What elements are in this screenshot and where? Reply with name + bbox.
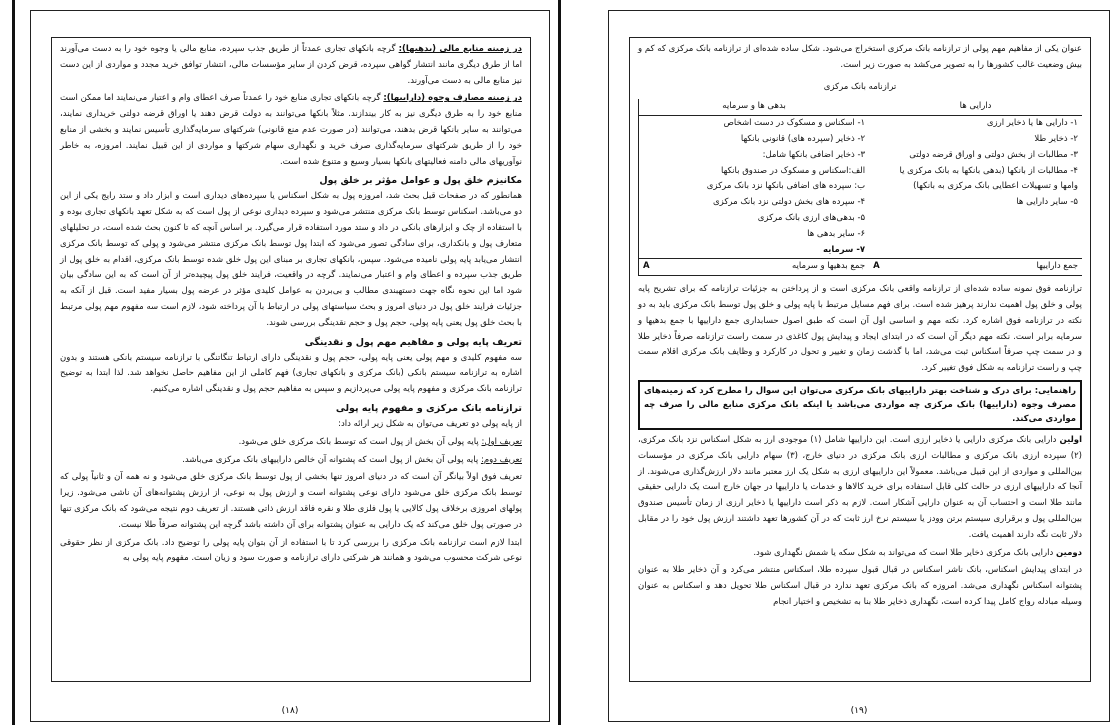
definition-explanation-paragraph: تعریف فوق اولاً بیانگر آن است که در دنیای امروز تنها بخشی از پول توسط بانک مرکزی خلق می‌شود و نه همه آن و ثانیاً پولی که توسط بانک مرکزی خلق می‌شود دارای نوعی پشتوانه است و ارزش پول به نوعی، از ارزش پشتوانه‌های آن ناشی می‌شود. زیرا پولهای امروزی برخلاف پول کالایی یا پول فلزی طلا و نقره فاقد ارزش ذاتی هستند. از تعریف دوم نتیجه می‌شود که بانک مرکزی تنها در صورتی پول خلق می‌کند که یک دارایی به عنوان پشتوانه برای آن داشته باشد گرچه این پشتوانه صرفاً طلا نیست. xyxy=(60,472,522,530)
total-assets-value: A xyxy=(873,261,880,272)
asset-item: ۱- دارایی ها یا ذخایر ارزی xyxy=(986,118,1078,129)
total-liabilities-row xyxy=(639,259,870,276)
money-creation-heading: مکانیزم خلق پول و عوامل مؤثر بر خلق پول xyxy=(319,175,522,187)
definitions-intro: از پایه پولی دو تعریف می‌توان به شکل زیر ارائه داد: xyxy=(338,418,522,429)
asset-item: ۵- سایر دارایی ها xyxy=(1016,197,1078,208)
guidance-callout-box: راهنمایی: برای درک و شناخت بهتر داراییهای بانک مرکزی می‌توان این سوال را مطرح کرد که زمینه‌های مصرف وجوه (داراییها) بانک مرکزی چه مواردی می‌باشد یا اینکه بانک مرکزی منابع مالی را صرف چه مواردی می‌کند. xyxy=(638,380,1082,430)
uses-of-funds-text: گرچه بانکهای تجاری منابع خود را عمدتاً صرف اعطای وام و اعتبار می‌نمایند اما ممکن است منابع خود را به طرق دیگری نیز به کار بیندازند. مثلاً بانکها می‌توانند به دولت قرض دهند یا اوراق قرضه دولتی خریداری نمایند، می‌توانند به سایر بانکها قرض بدهند، می‌توانند (در صورت عدم منع قانونی) شرکتهای سرمایه‌گذاری تأسیس نمایند و بخشی از منابع خود را از طریق شرکتهای سرمایه‌گذاری صرف خرید و نگهداری سهام شرکتها و مواردی از این قبیل نمایند. امروزه، به خاطر نوآوریهای مالی دامنه فعالیتهای بانکها بسیار وسیع و متنوع شده است. xyxy=(60,93,522,167)
gold-history-paragraph: در ابتدای پیدایش اسکناس، بانک ناشر اسکناس در قبال قبول سپرده طلا، اسکناس منتشر می‌کرد و آن ذخایر طلا به عنوان پشتوانه اسکناس نگهداری می‌شد. امروزه که بانک مرکزی تعهد ندارد در قبال اسکناس طلا تحویل دهد و اسکناس به عنوان وسیله مبادله رواج کامل پیدا کرده است، نگهداری ذخایر طلا بنا به تشخیص و اختیار انجام xyxy=(638,565,1082,607)
liability-item: ۳- ذخایر اضافی بانکها شامل: xyxy=(762,149,866,160)
total-liabilities-value: A xyxy=(643,261,650,272)
definition-one-text: پایه پولی آن بخش از پول است که توسط بانک مرکزی خلق می‌شود. xyxy=(238,436,479,447)
liability-item: ۴- سپرده های بخش دولتی نزد بانک مرکزی xyxy=(712,197,866,208)
asset-item: ۲- ذخایر طلا xyxy=(1034,133,1078,144)
uses-of-funds-lead: در زمینه مصارف وجوه (داراییها): xyxy=(383,93,522,104)
definition-one-label: تعریف اول: xyxy=(481,436,522,447)
total-liabilities-label: جمع بدهیها و سرمایه xyxy=(791,261,866,272)
monetary-base-definition-heading: تعریف پایه پولی و مفاهیم مهم پول و نقدینگی xyxy=(304,336,522,348)
funding-sources-paragraph xyxy=(60,42,522,89)
liability-item: ۲- ذخایر (سپرده های) قانونی بانکها xyxy=(740,133,866,144)
monetary-concepts-paragraph: سه مفهوم کلیدی و مهم پولی یعنی پایه پولی، حجم پول و نقدینگی دارای ارتباط تنگاتنگی با ترازنامه سیستم بانکی هستند و بدون اشاره به ترازنامه سیستم بانکی (بانک مرکزی و بانکهای تجاری) فهم کاملی از این مفاهیم حاصل نخواهد شد. لذا ابتدا به توضیح ترازنامه بانک مرکزی و مفهوم پایه پولی می‌پردازیم و سپس به مفاهیم حجم پول و نقدینگی اشاره می‌کنیم. xyxy=(60,352,522,395)
balance-sheet-intro: عنوان یکی از مفاهیم مهم پولی از ترازنامه بانک مرکزی استخراج می‌شود. شکل ساده شده‌ای از ترازنامه بانک مرکزی که کم و بیش وضعیت غالب کشورها را به تصویر می‌کشد به صورت زیر است. xyxy=(638,44,1082,70)
central-bank-balance-sheet xyxy=(638,99,1082,276)
asset-item: وامها و تسهیلات اعطایی بانک مرکزی به بانکها) xyxy=(913,181,1078,192)
gold-reserves-text: دارایی بانک مرکزی ذخایر طلا است که می‌تواند به شکل سکه یا شمش نگهداری شود. xyxy=(753,547,1054,558)
balance-sheet-intro-paragraph: ابتدا لازم است ترازنامه بانک مرکزی را بررسی کرد تا با استفاده از آن بتوان پایه پولی را توضیح داد. بانک مرکزی از نظر حقوقی نوعی شرکت محسوب می‌شود و همانند هر شرکتی دارای ترازنامه و صورت سود و زیان است. مفهوم پایه پولی به xyxy=(60,537,522,564)
left-edge-line xyxy=(12,0,15,725)
definition-two-label: تعریف دوم: xyxy=(480,454,522,465)
central-bank-balance-heading: ترازنامه بانک مرکزی و مفهوم پایه پولی xyxy=(335,402,522,414)
total-assets-row xyxy=(869,259,1082,276)
definition-one xyxy=(60,435,522,451)
liability-item: ۶- سایر بدهی ها xyxy=(807,228,866,239)
left-page-text-frame xyxy=(51,37,531,682)
liability-item: ۱- اسکناس و مسکوک در دست اشخاص xyxy=(723,118,866,129)
second-asset-label: دومین xyxy=(1055,547,1082,558)
liabilities-header: بدهی ها و سرمایه xyxy=(639,99,870,115)
definition-two xyxy=(60,453,522,469)
asset-item: ۳- مطالبات از بخش دولتی و اوراق قرضه دولتی xyxy=(909,149,1078,160)
left-page xyxy=(30,10,550,722)
capital-line: ۷- سرمایه xyxy=(822,244,866,255)
foreign-reserves-text: دارایی بانک مرکزی دارایی یا ذخایر ارزی است. این داراییها شامل (۱) موجودی ارز به شکل اسکناس نزد بانک مرکزی، (۲) سپرده ارزی بانک مرکزی و مطالبات ارزی بانک مرکزی در دنیای خارج، (۳) سهام دارایی بانک مرکزی در مؤسسات بین‌المللی و مواردی از این قبیل می‌باشد. معمولاً این داراییهای ارزی به شکل یک ارز معتبر مانند دلار ارزش‌گذاری می‌شوند. از آنجا که داراییهای ارزی در حالت کلی قابل استفاده برای خرید کالاها و خدمات یا داراییها در جهان خارج است یک دارایی حقیقی مانند طلا است و احتساب آن به عنوان دارایی آشکار است. لازم به ذکر است داراییها یا ذخایر ارزی از زمان تأسیس صندوق بین‌المللی پول و برقراری سیستم برتن وودز یا سیستم نرخ ارز ثابت که در آن کشورها تعهد داشتند ارزش پول خود را در مقابل دلار ثابت نگه دارند اهمیت یافت. xyxy=(638,434,1082,540)
liabilities-column xyxy=(639,116,870,259)
uses-of-funds-paragraph xyxy=(60,91,522,170)
right-page-text-frame xyxy=(629,37,1091,682)
funding-sources-text: گرچه بانکهای تجاری عمدتاً از طریق جذب سپرده، منابع مالی یا وجوه خود را به دست می‌آورند اما از طرق دیگری مانند انتشار گواهی سپرده، قرض کردن از سایر مؤسسات مالی، انتشار توافق خرید مجدد و مواردی از این دست نیز منابع مالی به دست می‌آورند. xyxy=(60,44,522,86)
balance-sheet-notes-paragraph: ترازنامه فوق نمونه ساده شده‌ای از ترازنامه واقعی بانک مرکزی است و از پرداختن به جزئیات ترازنامه که برای تشریح پایه پولی و خلق پول اهمیت ندارند پرهیز شده است. برای فهم مسایل مرتبط با پایه پولی و خلق پول توسط بانک مرکزی باید به دو نکته در ترازنامه فوق اشاره کرد. نکته مهم و اساسی اول آن است که طبق اصول حسابداری جمع داراییها با جمع بدهیها و سرمایه برابر است. نکته مهم دیگر آن است که در ابتدای ایجاد و پیدایش پول کاغذی در سمت راست ترازنامه صرفاً ذخایر طلا و در سمت چپ صرفاً اسکناس ثبت می‌شد، اما با گذشت زمان و تغییر و تحول در کارکرد و وظایف بانک مرکزی اقلام سمت چپ و راست ترازنامه به شکل فوق تغییر کرد. xyxy=(638,284,1082,374)
balance-sheet-title: ترازنامه بانک مرکزی xyxy=(823,81,897,92)
funding-sources-lead: در زمینه منابع مالی (بدهیها): xyxy=(398,44,523,54)
assets-header: دارایی ها xyxy=(959,101,992,112)
foreign-reserves-paragraph xyxy=(638,433,1082,544)
asset-item: ۴- مطالبات از بانکها (بدهی بانکها به بانک مرکزی یا xyxy=(899,165,1078,176)
liability-item: ب: سپرده های اضافی بانکها نزد بانک مرکزی xyxy=(706,181,866,192)
money-creation-paragraph: همانطور که در صفحات قبل بحث شد، امروزه پول به شکل اسکناس یا سپرده‌های دیداری است و ابزار داد و ستد رایج یکی از این دو می‌باشد. اسکناس توسط بانک مرکزی منتشر می‌شود و سپرده دیداری نوعی از پول است که به شکل تعهد بانکهای تجاری بوده و با استفاده از چک و ابزارهای بانکی در داد و ستد مورد استفاده قرار می‌گیرد. بر اساس آنچه که تا کنون بحث شده است، در تحلیلهای متعارف پول و بانکداری، برای سادگی تصور می‌شود که ابتدا پول توسط بانک مرکزی منتشر می‌شود و پولی که توسط بانک مرکزی انتشار می‌یابد پایه پولی نامیده می‌شود. سپس، بانکهای تجاری بر مبنای این پول خلق شده توسط بانک مرکزی، اقدام به خلق پول از طریق جذب سپرده و اعطای وام و اعتبار می‌نمایند. گرچه در واقعیت، فرایند خلق پول پیچیده‌تر از آن است که به این سادگی بیان شود اما این نحوه نگاه جهت دستهبندی مطالب و بی‌بردن به عوامل کلیدی مؤثر در عرضه پول بسیار مفید است. قبل از آنکه به جزئیات فرایند خلق پول در دنیای امروز و بحث سیاستهای پولی در ارتباط با آن پرداخته شود، لازم است سه مفهوم مهم پولی مرتبط با بحث خلق پول یعنی پایه پولی، حجم پول و حجم نقدینگی بررسی شوند. xyxy=(60,191,522,328)
total-assets-label: جمع داراییها xyxy=(1036,261,1078,272)
first-asset-label: اولین xyxy=(1059,434,1083,445)
page-number-18: (۱۸) xyxy=(281,706,299,716)
definition-two-text: پایه پولی آن بخش از پول است که پشتوانه آن خالص داراییهای بانک مرکزی می‌باشد. xyxy=(182,454,479,465)
right-page xyxy=(608,10,1110,722)
book-gutter-line xyxy=(558,0,561,725)
liability-item: ۵- بدهی‌های ارزی بانک مرکزی xyxy=(757,212,866,223)
gold-reserves-paragraph xyxy=(638,546,1082,562)
liability-item: الف:اسکناس و مسکوک در صندوق بانکها xyxy=(720,165,866,176)
assets-column xyxy=(869,116,1082,259)
page-number-19: (۱۹) xyxy=(850,706,868,716)
